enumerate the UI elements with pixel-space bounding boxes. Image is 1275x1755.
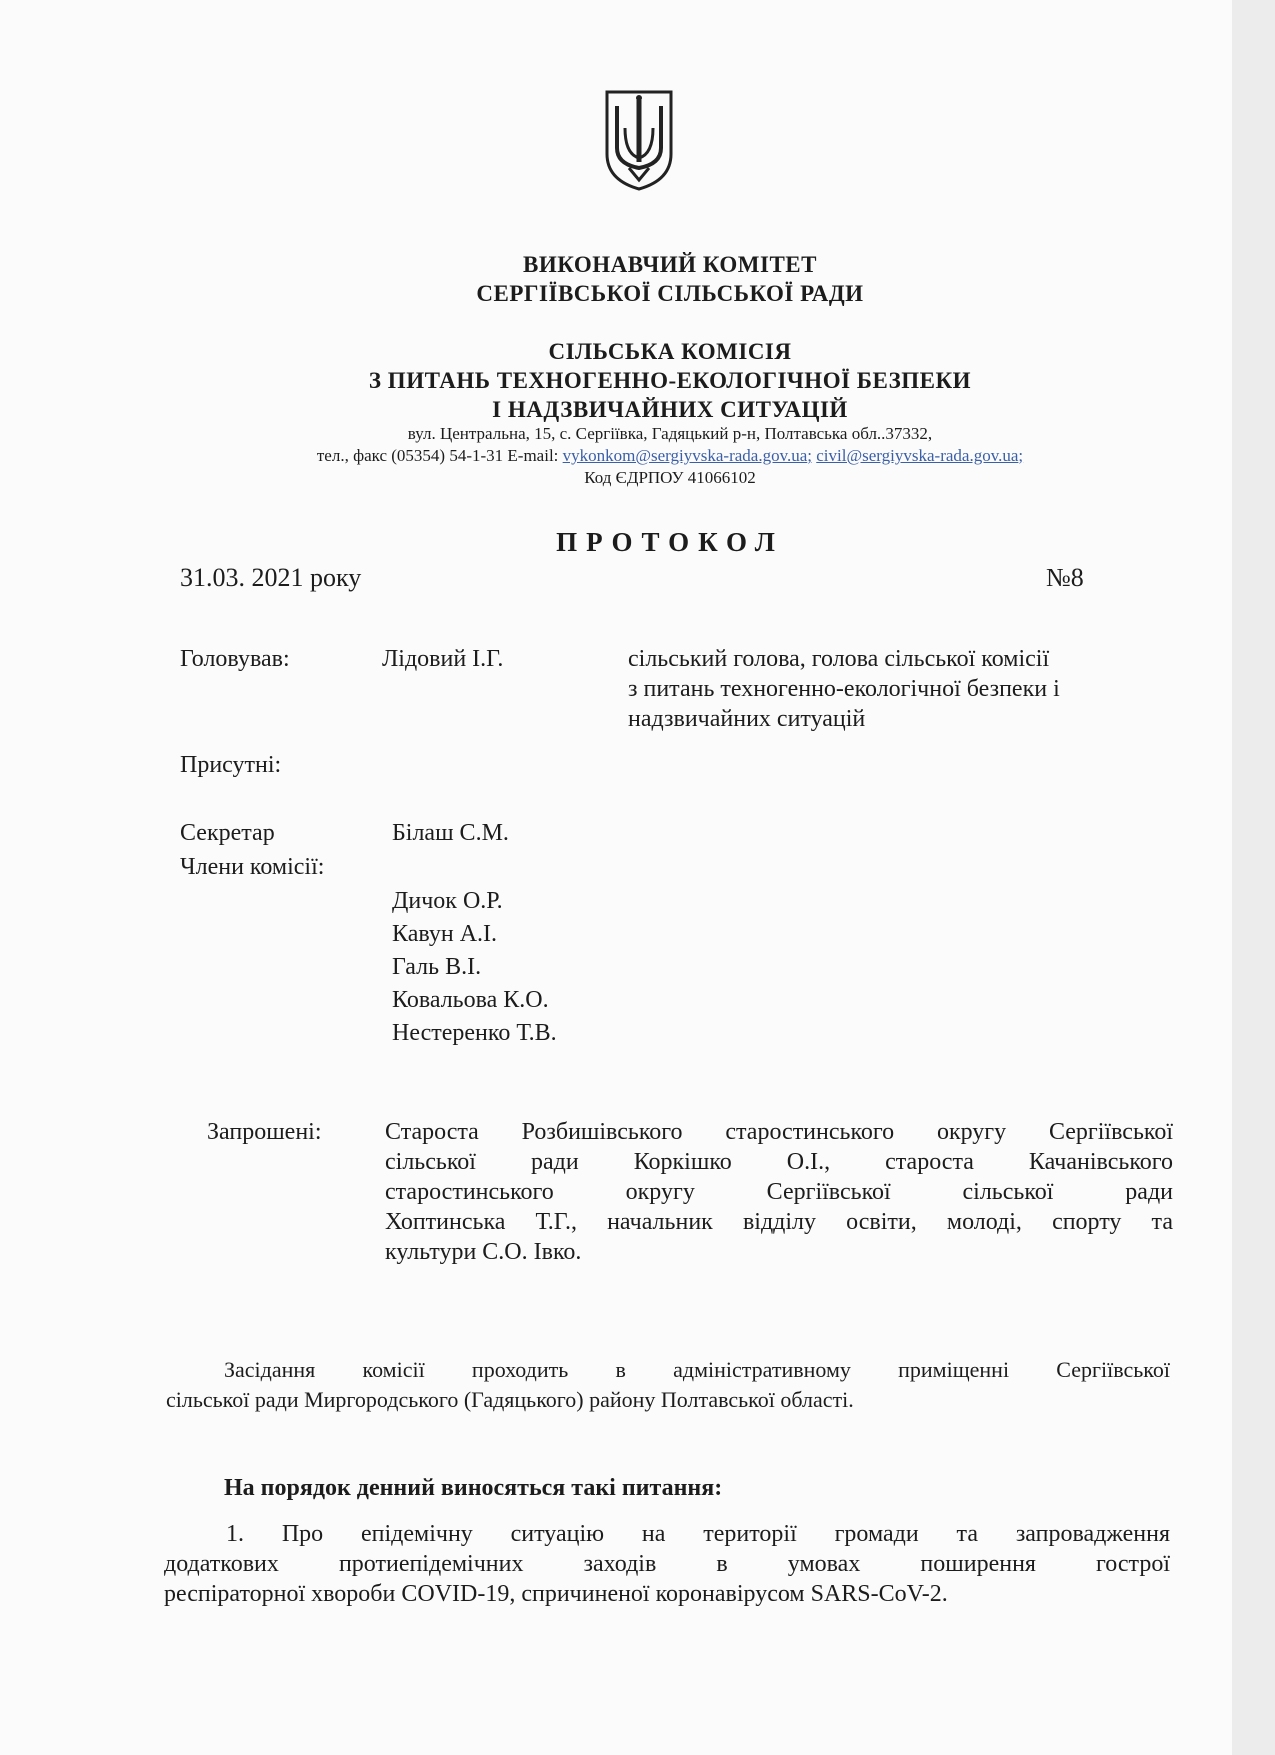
chaired-role-line: надзвичайних ситуацій — [628, 706, 866, 732]
member-name: Дичок О.Р. — [392, 888, 503, 914]
agenda-item-1 — [164, 1519, 1170, 1609]
meeting-location — [166, 1355, 1170, 1415]
invited-line: Хоптинська Т.Г., начальник відділу освіти, молоді, спорту та — [385, 1209, 1173, 1235]
member-name: Галь В.І. — [392, 954, 482, 980]
commission-line-1: СІЛЬСЬКА КОМІСІЯ — [548, 339, 792, 364]
members-list — [392, 885, 557, 1050]
secretary-name: Білаш С.М. — [392, 820, 509, 846]
invited-line: сільської ради Коркішко О.І., староста Качанівського — [385, 1149, 1173, 1175]
org-line-2: СЕРГІЇВСЬКОЇ СІЛЬСЬКОЇ РАДИ — [476, 281, 864, 306]
chaired-label: Головував: — [180, 646, 290, 672]
invited-line: старостинського округу Сергіївської сільської ради — [385, 1179, 1173, 1205]
invited-line: Староста Розбишівського старостинського округу Сергіївської — [385, 1119, 1173, 1145]
invited-line: культури С.О. Івко. — [385, 1239, 582, 1265]
agenda-title: На порядок денний виносяться такі питання: — [224, 1475, 723, 1501]
members-label: Члени комісії: — [180, 854, 325, 880]
invited-text — [385, 1117, 1173, 1267]
member-name: Кавун А.І. — [392, 921, 498, 947]
agenda-item-line: 1. Про епідемічну ситуацію на території громади та запровадження — [226, 1521, 1170, 1547]
email-label: E-mail: — [507, 446, 559, 465]
chaired-role — [628, 644, 1168, 734]
protocol-number: №8 — [1046, 563, 1084, 592]
email-separator-1: ; — [807, 446, 813, 465]
address-line: вул. Центральна, 15, с. Сергіївка, Гадяцький р-н, Полтавська обл..37332, — [407, 424, 933, 443]
protocol-date: 31.03. 2021 року — [180, 563, 362, 592]
agenda-item-line: респіраторної хвороби COVID-19, спричиненої коронавірусом SARS-CoV-2. — [164, 1581, 948, 1607]
edrpou-code: Код ЄДРПОУ 41066102 — [584, 468, 756, 487]
meeting-location-line: Засідання комісії проходить в адміністративному приміщенні Сергіївської — [224, 1357, 1170, 1382]
contact-line — [0, 445, 1275, 467]
chaired-role-line: сільський голова, голова сільської комісії — [628, 646, 1050, 672]
email-link-civil[interactable]: civil@sergiyvska-rada.gov.ua — [816, 446, 1019, 465]
commission-line-2: З ПИТАНЬ ТЕХНОГЕННО-ЕКОЛОГІЧНОЇ БЕЗПЕКИ — [368, 368, 972, 393]
member-name: Нестеренко Т.В. — [392, 1020, 557, 1046]
commission-line-3: І НАДЗВИЧАЙНИХ СИТУАЦІЙ — [492, 397, 848, 422]
trident-emblem-icon — [603, 88, 675, 192]
member-name: Ковальова К.О. — [392, 987, 549, 1013]
org-line-1: ВИКОНАВЧИЙ КОМІТЕТ — [522, 252, 817, 277]
invited-label: Запрошені: — [207, 1119, 322, 1145]
meeting-location-line: сільської ради Миргородського (Гадяцького) району Полтавської області. — [166, 1387, 854, 1412]
email-separator-2: ; — [1018, 446, 1024, 465]
present-label: Присутні: — [180, 752, 282, 778]
phone-fax-text: тел., факс (05354) 54-1-31 — [316, 446, 504, 465]
chaired-name: Лідовий І.Г. — [382, 646, 504, 672]
chaired-role-line: з питань техногенно-екологічної безпеки і — [628, 676, 1060, 702]
email-link-vykonkom[interactable]: vykonkom@sergiyvska-rada.gov.ua — [562, 446, 808, 465]
agenda-item-line: додаткових протиепідемічних заходів в умовах поширення гострої — [164, 1551, 1170, 1577]
secretary-label: Секретар — [180, 820, 275, 846]
protocol-title: ПРОТОКОЛ — [556, 527, 784, 557]
